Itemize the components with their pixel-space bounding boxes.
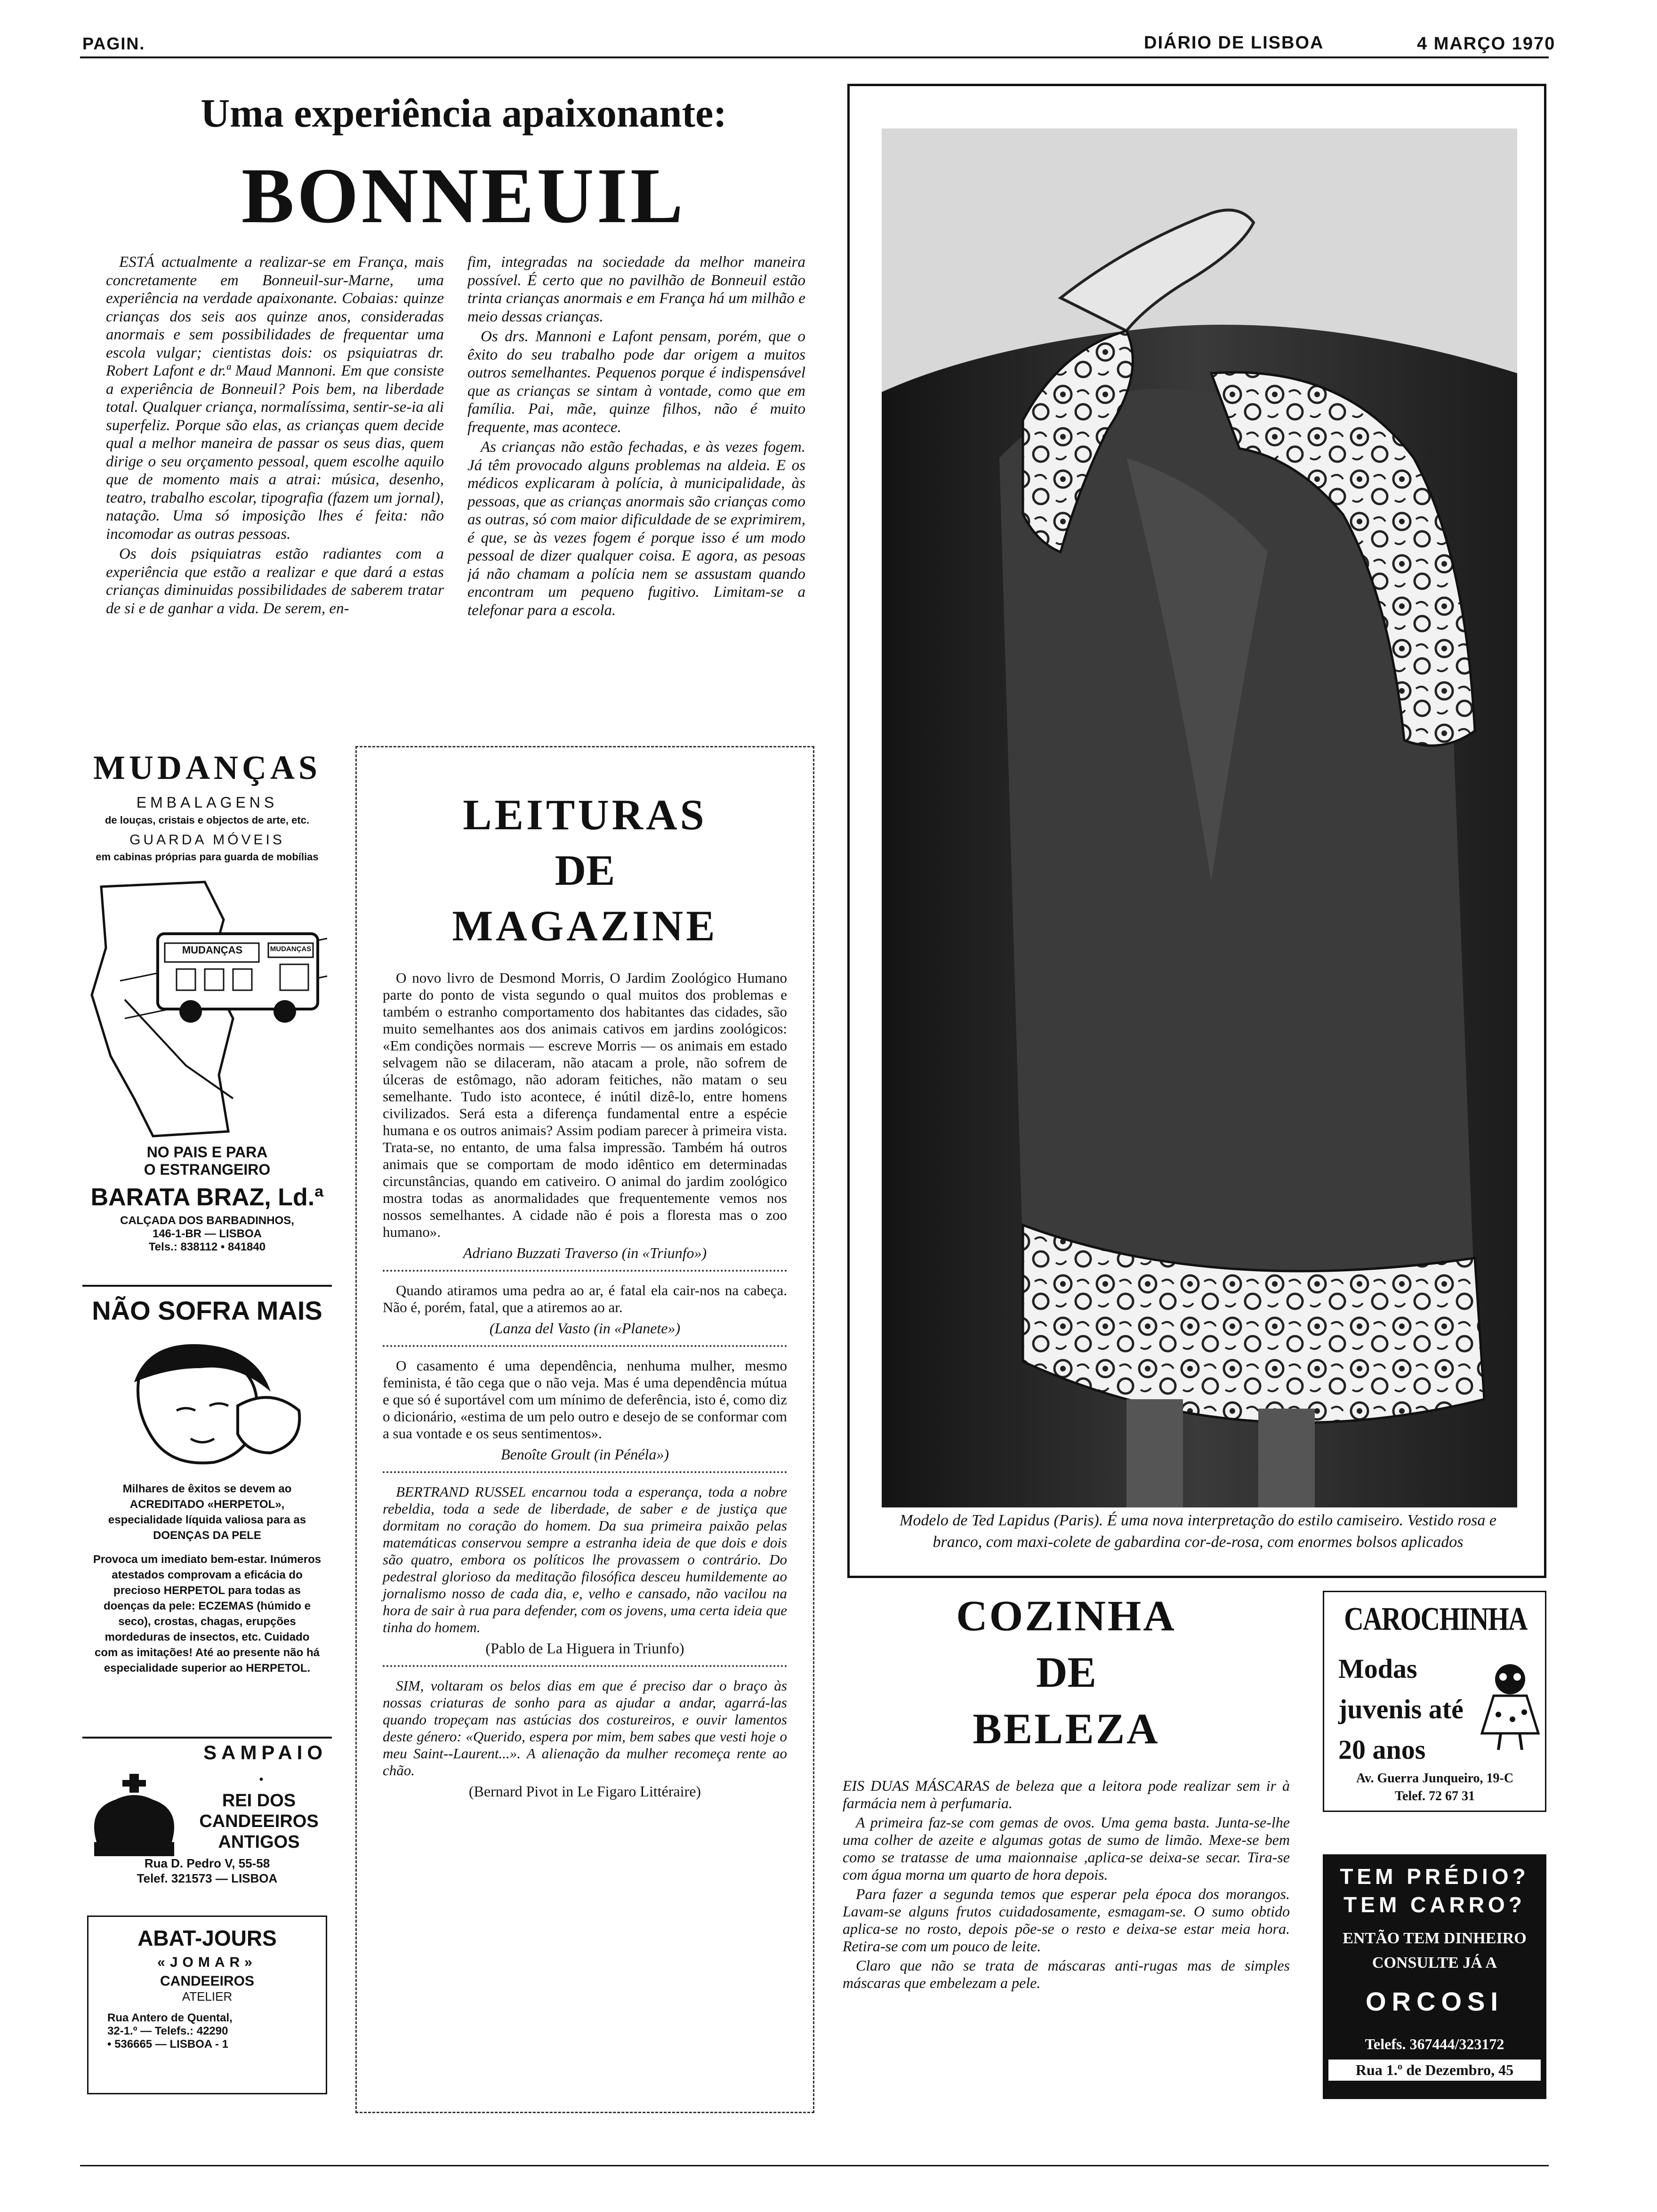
header-rule [80, 56, 1549, 58]
ad-mudancas-company: BARATA BRAZ, Ld.ª [90, 1184, 324, 1211]
cozinha-p4: Claro que não se trata de máscaras anti-rugas mas de simples máscaras que embelezam a pele. [843, 1957, 1290, 1991]
girl-doll-icon [1480, 1658, 1541, 1752]
ad-mudancas-line2: de louças, cristais e objectos de arte, etc. [105, 814, 310, 826]
ad-mudancas-address2: 146-1-BR — LISBOA [152, 1227, 262, 1240]
ad-orcosi-line3: ENTÃO TEM DINHEIRO [1343, 1930, 1527, 1947]
bonneuil-col-1 [106, 253, 444, 724]
ad-herpetol-p1: Milhares de êxitos se devem ao ACREDITADO «HERPETOL», especialidade líquida valiosa para as DOENÇAS DA PELE [108, 1483, 306, 1542]
bonneuil-col1-para: Os dois psiquiatras estão radiantes com a experiência que estão a realizar e que dará a estas crianças diminuidas possibilidades de saberem tratar de si e de ganhar a vida. De serem, en- [106, 545, 444, 617]
woman-face-icon [82, 1335, 332, 1476]
ad-carochinha-line3: 20 anos [1338, 1734, 1426, 1765]
cozinha-body [843, 1777, 1290, 1992]
leituras-p3: O casamento é uma dependência, nenhuma mulher, mesmo feminista, é tão cega que o não veja. Mas é uma dependência mútua e que só é suportável com um mínimo de deferência, isto é, como diz o dicionário, «estima de um pelo outro e desejo de se conformar com a sua vontade e os seus sentimentos». [383, 1357, 787, 1442]
ad-carochinha [1323, 1591, 1546, 1812]
cozinha-p1: EIS DUAS MÁSCARAS de beleza que a leitora pode realizar sem ir à farmácia nem à perfumaria. [843, 1777, 1290, 1811]
ad-abat-address2: 32-1.º — Telefs.: 42290 [107, 2025, 228, 2037]
ad-herpetol-illustration [82, 1335, 332, 1476]
ad-abat-brand: «JOMAR» [157, 1955, 257, 1970]
bonneuil-col2-para: As crianças não estão fechadas, e às vezes fogem. Já têm provocado alguns problemas na aldeia. E os médicos explicaram à polícia, à municipalidade, às pessoas, que as crianças anormais são crianças como as outras, só com maior dificuldade de se exprimirem, é que, se às vezes fogem é porque isso é um modo pessoal de dizer qualquer coisa. E agora, as pesoas já não chamam a polícia nem se assustam quando encontram um pequeno fugitivo. Limitam-se a telefonar para a escola. [467, 439, 805, 619]
ad-orcosi-line4: CONSULTE JÁ A [1372, 1954, 1497, 1972]
ad-sampaio [82, 1737, 332, 1892]
leituras-a1: Adriano Buzzati Traverso (in «Triunfo») [463, 1244, 707, 1261]
ad-mudancas-title: MUDANÇAS [93, 749, 321, 786]
crown-icon [87, 1771, 181, 1861]
bonneuil-col2-para: fim, integradas na sociedade da melhor maneira possível. É certo que no pavilhão de Bonneuil estão trinta crianças anormais e em França há um milhão e meio dessas crianças. [467, 254, 805, 325]
cozinha-title-2: DE [1036, 1648, 1096, 1696]
cozinha-title-3: BELEZA [973, 1705, 1160, 1753]
leituras-body [383, 970, 787, 1800]
leituras-title-2: DE [555, 846, 615, 894]
ad-mudancas-address1: CALÇADA DOS BARBADINHOS, [120, 1214, 294, 1227]
leituras-a3: Benoîte Groult (in Pénéla») [501, 1446, 669, 1463]
ad-mudancas-truck-label: MUDANÇAS [182, 944, 243, 956]
ad-mudancas-truck-label-2: MUDANÇAS [270, 945, 312, 953]
ad-sampaio-dot: ● [259, 1775, 264, 1783]
ad-carochinha-line1: Modas [1338, 1653, 1417, 1684]
leituras-a5: (Bernard Pivot in Le Figaro Littéraire) [468, 1783, 701, 1800]
photo-frame [847, 84, 1546, 1578]
leituras-separator [383, 1345, 787, 1347]
ad-carochinha-address: Av. Guerra Junqueiro, 19-C [1356, 1771, 1514, 1786]
bonneuil-col2-para: Os drs. Mannoni e Lafont pensam, porém, que o êxito do seu trabalho pode dar origem a muitos outros semelhantes. Pequenos porque é indispensável que as crianças se sintam à vontade, como que em família. Pai, mãe, quinze filhos, não é muito frequente, mas acontece. [467, 328, 805, 436]
bonneuil-col-2 [467, 253, 805, 724]
ad-herpetol-p2: Provoca um imediato bem-estar. Inúmeros atestados comprovam a eficácia do precioso HERPETOL para todas as doenças da pele: ECZEMAS (húmido e seco), crostas, chagas, erupções mordeduras de insectos, etc. Cuidado com as imitações! Até ao presente não há especialidade superior ao HERPETOL. [93, 1553, 322, 1675]
leituras-title-1: LEITURAS [463, 791, 707, 839]
leituras-separator [383, 1471, 787, 1473]
ad-sampaio-line3: ANTIGOS [218, 1832, 300, 1852]
ad-abat-line1: CANDEEIROS [160, 1973, 255, 1989]
ad-mudancas-line6: O ESTRANGEIRO [144, 1161, 271, 1178]
ad-carochinha-title: CAROCHINHA [1344, 1601, 1527, 1637]
ad-mudancas [82, 748, 332, 1257]
cozinha-p3: Para fazer a segunda temos que esperar pela época dos morangos. Lavam-se alguns frutos cuidadosamente, esmagam-se. O sumo obtido aplica-se no rosto, depois põe-se o resto e deixa-se estar meia hora. Retira-se com um pouco de leite. [843, 1885, 1290, 1955]
ad-orcosi-address: Rua 1.º de Dezembro, 45 [1355, 2061, 1514, 2078]
ad-abat-address1: Rua Antero de Quental, [107, 2012, 233, 2024]
ad-mudancas-line1: EMBALAGENS [136, 794, 278, 811]
leituras-p5: SIM, voltaram os belos dias em que é preciso dar o braço às nossas criaturas de sonho para as ajudar a andar, agarrá-las quando tropeçam nas astúcias dos costureiros, e ouvir lamentos deste género: «Querido, espera por mim, bem sabes que vesti hoje o meu Saint--Laurent...». A alienação da mulher recomeça rente ao chão. [383, 1677, 787, 1779]
leituras-p4: BERTRAND RUSSEL encarnou toda a esperança, toda a nobre rebeldia, toda a sede de liberdade, de saber e de justiça que dormitam no coração do homem. Da sua primeira paixão pelas matemáticas conservou sempre a estranha ideia de que dois e dois são quatro, embora os políticos lhe provassem o contrário. Do pedestral glorioso da meditação filosófica desceu humildemente ao jornalismo nosso de cada dia, e, velho e cansado, não vacilou na hora de sair à rua para defender, com os jovens, uma certa ideia que tinha do homem. [383, 1483, 787, 1635]
leituras-a4: (Pablo de La Higuera in Triunfo) [485, 1640, 684, 1657]
portugal-map-icon [82, 877, 332, 1141]
ad-sampaio-line2: CANDEEIROS [199, 1811, 319, 1831]
ad-herpetol-title: NÃO SOFRA MAIS [92, 1296, 322, 1325]
leituras-separator [383, 1270, 787, 1272]
ad-sampaio-title: SAMPAIO [203, 1741, 327, 1763]
ad-abat-line2: ATELIER [182, 1989, 233, 2004]
cozinha-title-1: COZINHA [956, 1592, 1176, 1640]
page-date: 4 MARÇO 1970 [1417, 34, 1556, 54]
ad-mudancas-line4: em cabinas próprias para guarda de mobílias [96, 851, 319, 863]
newspaper-name: DIÁRIO DE LISBOA [1144, 33, 1324, 53]
ad-abat-address3: • 536665 — LISBOA - 1 [107, 2038, 228, 2051]
ad-sampaio-line1: REI DOS [222, 1791, 296, 1811]
fashion-photo [882, 128, 1517, 1507]
page-label: PAGIN. [82, 34, 145, 53]
leituras-separator [383, 1665, 787, 1667]
ad-carochinha-lines [1338, 1649, 1464, 1770]
leituras-box [355, 746, 814, 2113]
leituras-a2: (Lanza del Vasto (in «Planete») [489, 1320, 681, 1337]
bonneuil-title: BONNEUIL [241, 152, 686, 240]
leituras-p1: O novo livro de Desmond Morris, O Jardim Zoológico Humano parte do ponto de vista segundo o qual muitos dos problemas e também o estranho comportamento dos habitantes das cidades, são muito semelhantes aos dos animais cativos em jardins zoológicos: «Em condições normais — escreve Morris — os animais em estado selvagem não se dilaceram, não atacam a prole, não sofrem de úlceras de estômago, não adoram feitiches, não matam o seu semelhante. Tudo isto acontece, é inútil dizê-lo, entre homens civilizados. Será esta a diferença fundamental entre a espécie humana e os outros animais? Assim podiam parecer à primeira vista. Trata-se, no entanto, de uma falsa impressão. Também há outros animais que se comportam de modo idêntico em determinadas circunstâncias, quando em cativeiro. O animal do jardim zoológico mostra todas as anormalidades que frequentemente vemos nos nossos semelhantes. A cidade não é pois a floresta mas o zoo humano». [383, 970, 787, 1240]
ad-mudancas-line5: NO PAIS E PARA [146, 1144, 268, 1161]
cozinha-article [843, 1591, 1290, 2118]
ad-orcosi-line2: TEM CARRO? [1343, 1892, 1526, 1917]
ad-orcosi-phones: Telefs. 367444/323172 [1365, 2036, 1504, 2052]
leituras-title-3: MAGAZINE [452, 902, 718, 950]
bonneuil-kicker: Uma experiência apaixonante: [201, 90, 727, 136]
ad-orcosi-brand: ORCOSI [1366, 1987, 1504, 2016]
ad-sampaio-address: Rua D. Pedro V, 55-58 [144, 1856, 270, 1870]
cozinha-p2: A primeira faz-se com gemas de ovos. Uma gema basta. Junta-se-lhe uma colher de azeite e algumas gotas de sumo de limão. Mexe-se bem como se tratasse de uma maionnaise ,aplica-se deixa-se secar. Tira-se com água morna um quarto de hora depois. [843, 1814, 1290, 1883]
photo-caption: Modelo de Ted Lapidus (Paris). É uma nova interpretação do estilo camiseiro. Vestido rosa e branco, com maxi-colete de gabardina cor-de-rosa, com enormes bolsos aplicados [900, 1512, 1496, 1551]
ad-orcosi-address-box [1328, 2060, 1541, 2081]
footer-rule [80, 2165, 1549, 2166]
ad-carochinha-phone: Telef. 72 67 31 [1394, 1789, 1475, 1803]
ad-sampaio-lines [181, 1790, 337, 1852]
ad-mudancas-line3: GUARDA MÓVEIS [129, 832, 285, 848]
bonneuil-col1-para: ESTÁ actualmente a realizar-se em França, mais concretamente em Bonneuil-sur-Marne, uma experiência na verdade apaixonante. Cobaias: quinze crianças dos seis aos quinze anos, consideradas anormais e sem possibilidades de frequentar uma escola vulgar; cientistas dois: os psiquiatras dr. Robert Lafont e dr.ª Maud Mannoni. Em que consiste a experiência de Bonneuil? Pois bem, na liberdade total. Qualquer criança, normalíssima, sentir-se-ia ali superfeliz. Porque são elas, as crianças quem decide qual a melhor maneira de passar os seus dias, quem dirige o seu orçamento pessoal, quem escolhe aquilo que de momento mais a atrai: música, desenho, teatro, trabalho escolar, tipografia (fazem um jornal), natação. Uma só imposição lhes é feita: não incomodar as outras pessoas. [106, 254, 444, 543]
ad-abat-jours [87, 1915, 327, 2094]
leituras-p2: Quando atiramos uma pedra ao ar, é fatal ela cair-nos na cabeça. Não é, porém, fatal, que a atiremos ao ar. [383, 1282, 787, 1315]
ad-mudancas-map [82, 877, 332, 1141]
ad-abat-title: ABAT-JOURS [137, 1926, 277, 1950]
ad-carochinha-line2: juvenis até [1338, 1694, 1464, 1724]
ad-herpetol [82, 1285, 332, 1708]
fashion-photo-illustration [882, 128, 1517, 1507]
ad-orcosi-line1: TEM PRÉDIO? [1340, 1864, 1529, 1889]
ad-orcosi [1323, 1854, 1546, 2099]
ad-mudancas-phones: Tels.: 838112 • 841840 [148, 1241, 266, 1253]
ad-sampaio-phone: Telef. 321573 — LISBOA [137, 1871, 278, 1885]
